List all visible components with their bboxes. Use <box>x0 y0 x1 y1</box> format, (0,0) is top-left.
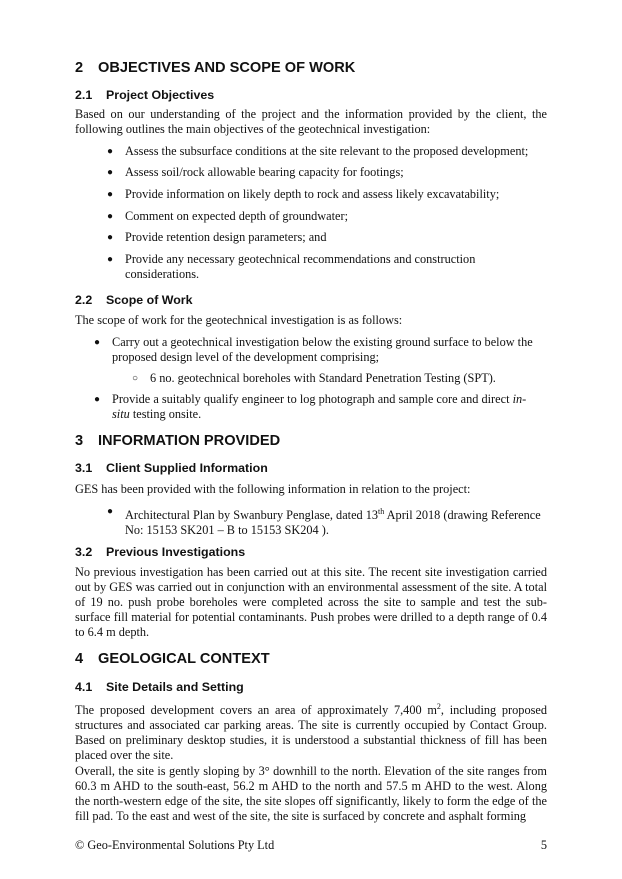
section-title: OBJECTIVES AND SCOPE OF WORK <box>98 60 356 76</box>
circle-bullet-icon: ○ <box>132 373 139 384</box>
subsection-3-1-heading <box>75 461 268 475</box>
objective-item: ● Provide any necessary geotechnical recommendations and construction considerations. <box>107 252 476 282</box>
bullet-icon: ● <box>107 146 114 157</box>
section-3-heading <box>75 433 280 449</box>
scope-item: ● Provide a suitably qualify engineer to log photograph and sample core and direct in-situ testing onsite. <box>94 392 527 422</box>
section-2-heading <box>75 60 355 76</box>
client-info-item: ● Architectural Plan by Swanbury Penglase, dated 13th April 2018 (drawing Reference No: 15153 SK201 – B to 15153 SK204 ). <box>107 506 541 538</box>
bullet-icon: ● <box>107 189 114 200</box>
subsection-title: Previous Investigations <box>106 545 246 559</box>
section-4-heading <box>75 651 270 667</box>
section-title: GEOLOGICAL CONTEXT <box>98 651 270 667</box>
objective-item: ● Assess the subsurface conditions at the site relevant to the proposed development; <box>107 144 529 158</box>
scope-intro: The scope of work for the geotechnical investigation is as follows: <box>75 313 403 327</box>
bullet-icon: ● <box>107 254 114 265</box>
subsection-number: 4.1 <box>75 680 93 694</box>
subsection-2-1-heading <box>75 88 214 102</box>
section-title: INFORMATION PROVIDED <box>98 433 281 449</box>
section-number: 2 <box>75 60 84 76</box>
scope-subitem: ○ 6 no. geotechnical boreholes with Standard Penetration Testing (SPT). <box>132 371 496 385</box>
bullet-icon: ● <box>107 506 114 517</box>
previous-investigations-text: No previous investigation has been carried out at this site. The recent site investigation carried out by GES was carried out in conjunction with an environmental assessment of the site. A total of 19 no. push probe boreholes were completed across the site to sample and test the sub-surface fill material for potential contaminants. Push probes were drilled to a depth range of 0.4 to 6.4 m depth. <box>75 565 547 640</box>
subsection-number: 2.2 <box>75 293 93 307</box>
subsection-title: Client Supplied Information <box>106 461 268 475</box>
bullet-icon: ● <box>107 211 114 222</box>
subsection-title: Scope of Work <box>106 293 193 307</box>
subsection-title: Site Details and Setting <box>106 680 244 694</box>
objective-item: ● Comment on expected depth of groundwater; <box>107 209 348 223</box>
subsection-3-2-heading <box>75 545 245 559</box>
subsection-number: 3.1 <box>75 461 93 475</box>
client-info-intro: GES has been provided with the following information in relation to the project: <box>75 482 471 496</box>
objective-item: ● Provide retention design parameters; and <box>107 230 327 244</box>
objective-item: ● Assess soil/rock allowable bearing capacity for footings; <box>107 165 404 179</box>
bullet-icon: ● <box>94 337 101 348</box>
subsection-number: 3.2 <box>75 545 93 559</box>
bullet-icon: ● <box>94 394 101 405</box>
bullet-icon: ● <box>107 167 114 178</box>
section-number: 4 <box>75 651 84 667</box>
subsection-number: 2.1 <box>75 88 93 102</box>
copyright-text: © Geo-Environmental Solutions Pty Ltd <box>75 838 275 852</box>
page-number: 5 <box>540 838 547 852</box>
objectives-intro: Based on our understanding of the project and the information provided by the client, the following outlines the main objectives of the geotechnical investigation: <box>75 107 547 137</box>
subsection-2-2-heading <box>75 293 193 307</box>
site-details-paragraph: The proposed development covers an area of approximately 7,400 $m^2$, including proposed structures and associated car parking areas. The site is currently occupied by Contact Group. Based on preliminary desktop studies, it is understood a substantial thickness of fill has been placed over the site. <box>75 702 547 763</box>
scope-item: ● Carry out a geotechnical investigation below the existing ground surface to below the proposed design level of the development comprising; <box>94 335 533 365</box>
site-slope-paragraph: Overall, the site is gently sloping by 3° downhill to the north. Elevation of the site ranges from 60.3 m AHD to the south-east, 56.2 m AHD to the north and 57.5 m AHD to the west. Along the north-western edge of the site, the site slopes off significantly, likely to form the edge of the fill pad. To the east and west of the site, the site is surfaced by concrete and asphalt forming <box>75 764 547 824</box>
subsection-4-1-heading <box>75 680 244 694</box>
subsection-title: Project Objectives <box>106 88 215 102</box>
italic-term: in-situ <box>112 392 527 422</box>
bullet-icon: ● <box>107 232 114 243</box>
page-footer <box>75 838 547 853</box>
objective-item: ● Provide information on likely depth to rock and assess likely excavatability; <box>107 187 500 201</box>
section-number: 3 <box>75 433 84 449</box>
